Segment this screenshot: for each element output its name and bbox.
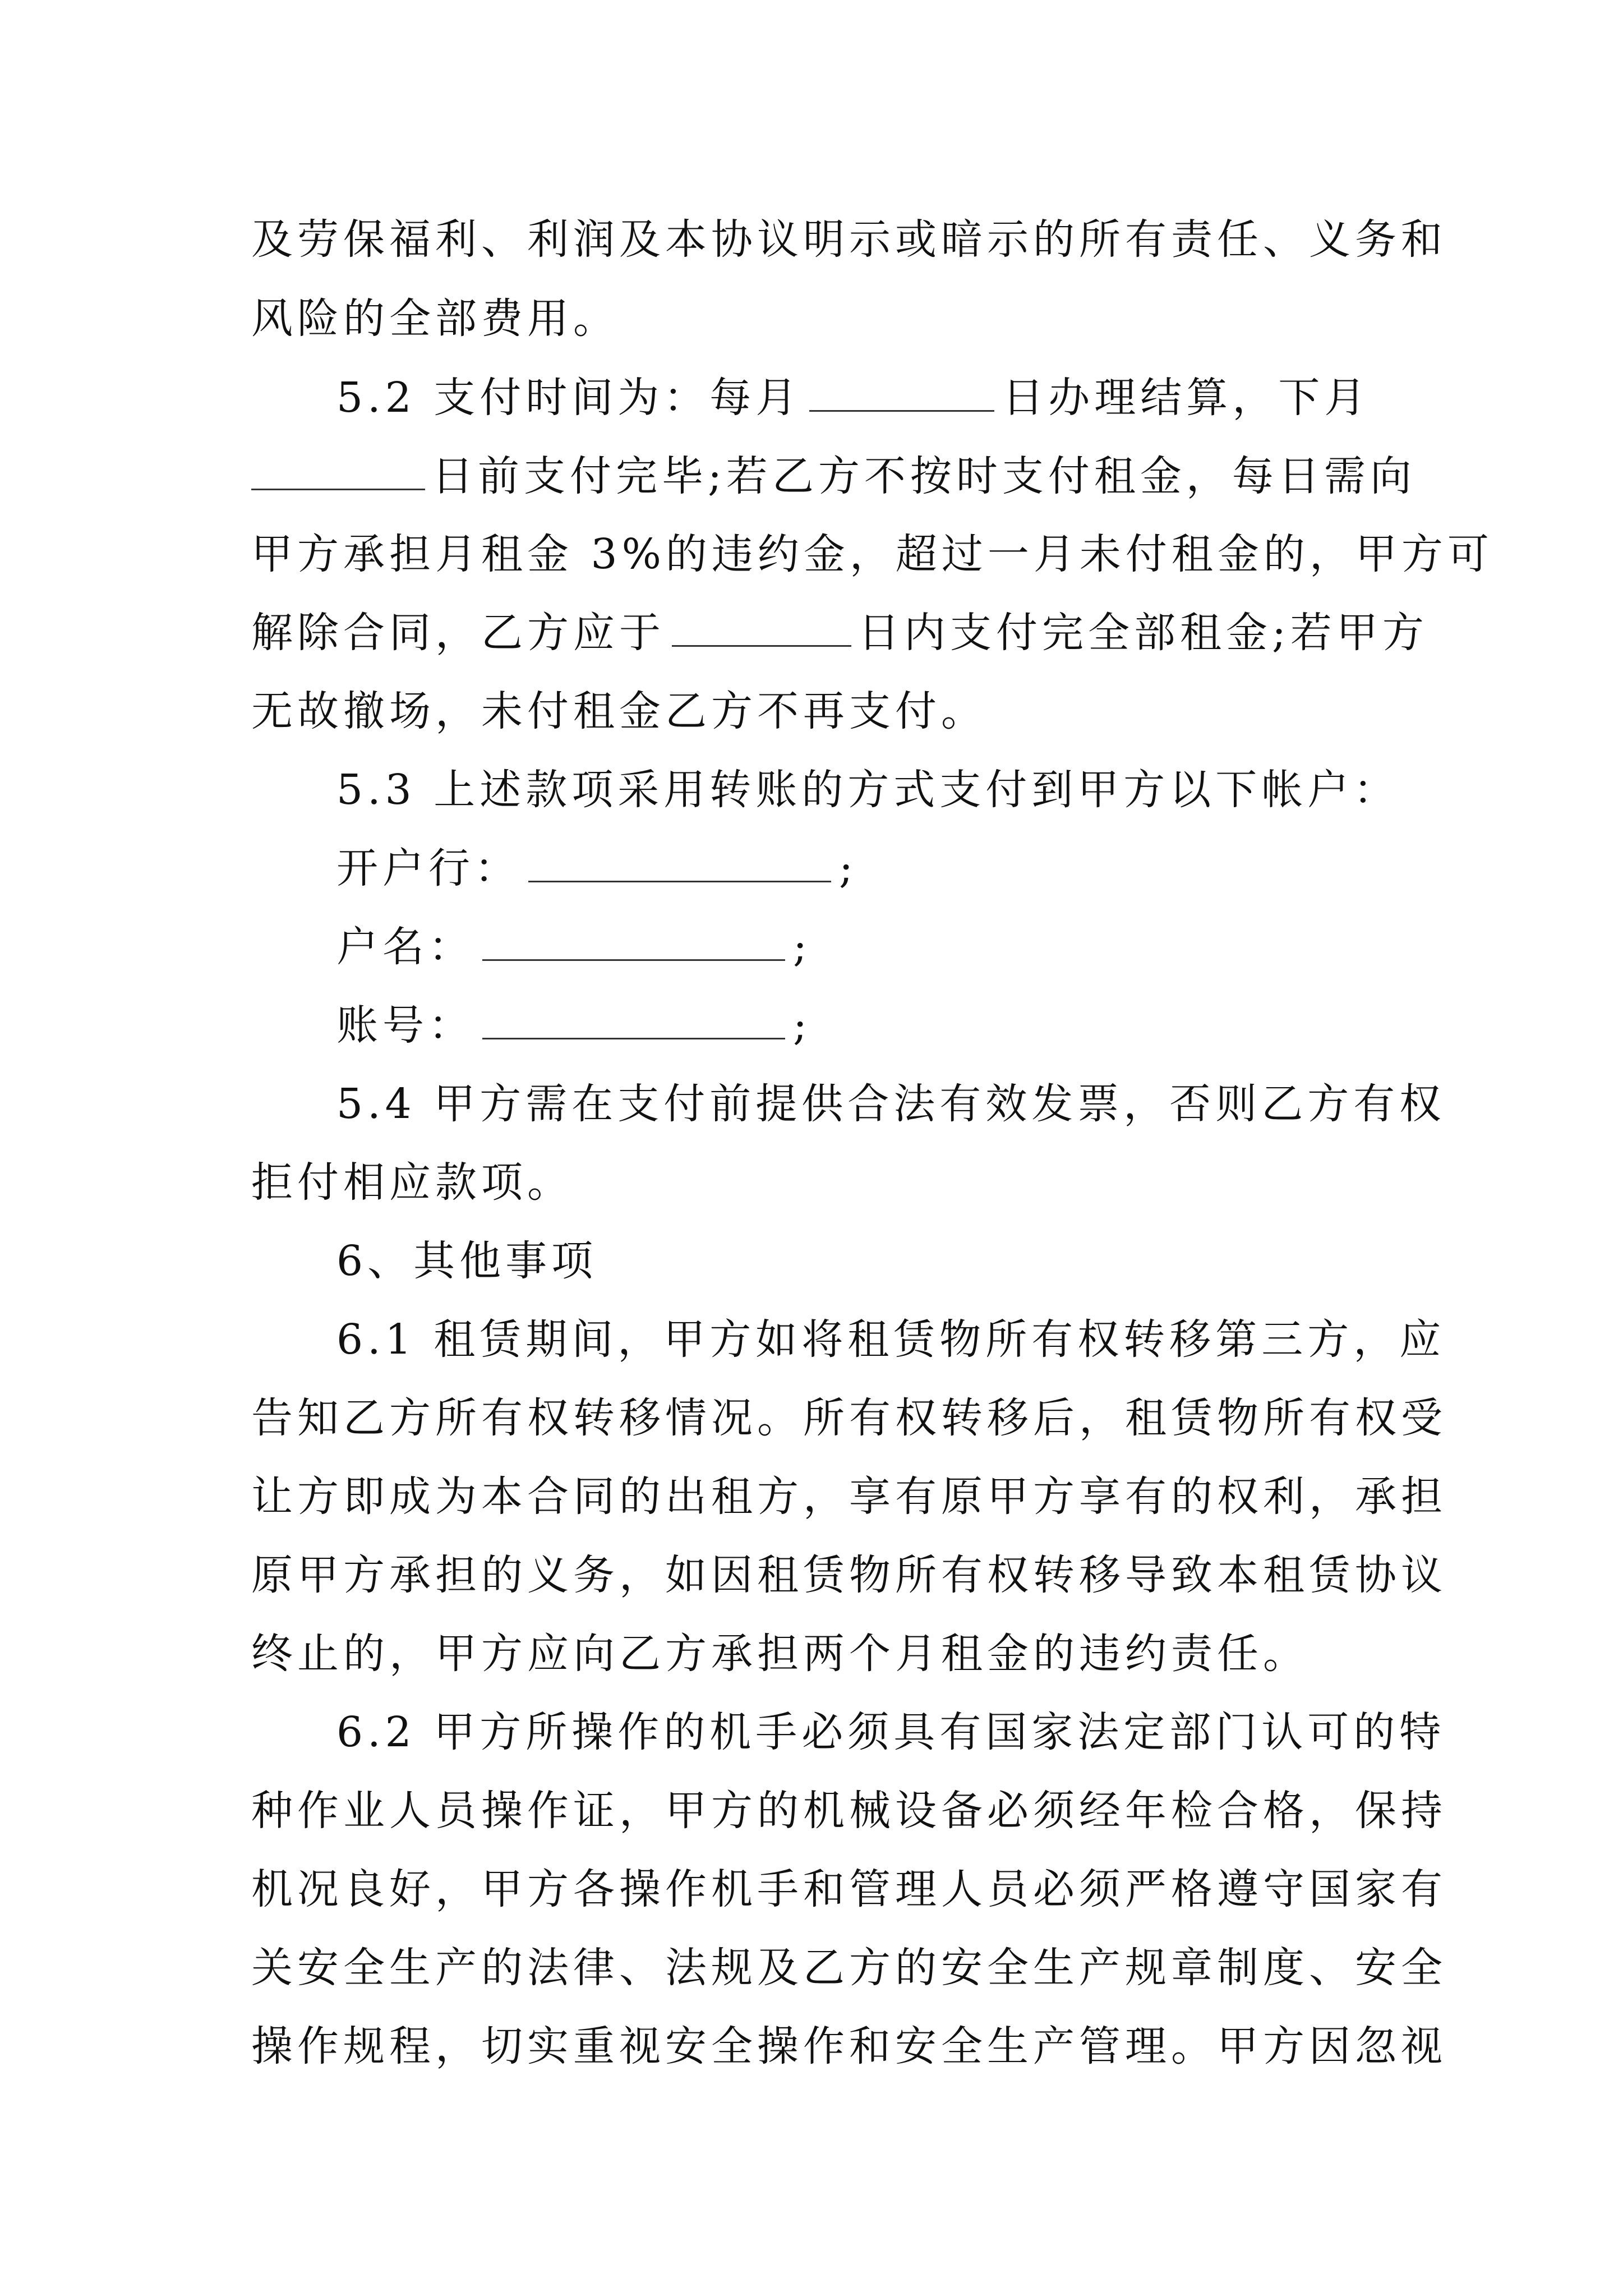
paragraph-6-1-line-1: 6.1 租赁期间，甲方如将租赁物所有权转移第三方，应 [336,1315,1446,1364]
paragraph-5-2-text-b: 日办理结算，下月 [1002,374,1371,422]
blank-account-name [482,920,785,961]
paragraph-6-1-line-2: 告知乙方所有权转移情况。所有权转移后，租赁物所有权受 [251,1394,1447,1442]
paragraph-5-2-line-3: 甲方承担月租金 3%的违约金，超过一月未付租金的，甲方可 [251,530,1493,578]
paragraph-5-4-line-2: 拒付相应款项。 [251,1158,573,1207]
bank-field [336,829,1390,909]
paragraph-6-2-line-3: 机况良好，甲方各操作机手和管理人员必须严格遵守国家有 [251,1865,1447,1913]
blank-settlement-day [809,371,994,412]
paragraph-5-1-line-2: 风险的全部费用。 [251,295,619,343]
paragraph-6-1-line-4: 原甲方承担的义务，如因租赁物所有权转移导致本租赁协议 [251,1551,1447,1599]
paragraph-5-2-text-a: 5.2 支付时间为：每月 [336,374,802,422]
account-number-label: 账号： [336,1001,474,1050]
paragraph-5-2-text-d: 解除合同，乙方应于 [251,609,665,657]
account-name-end: ; [793,923,811,971]
paragraph-5-3-line-1: 5.3 上述款项采用转账的方式支付到甲方以下帐户： [336,766,1400,814]
blank-account-number [482,999,785,1039]
paragraph-6-1-line-3: 让方即成为本合同的出租方，享有原甲方享有的权利，承担 [251,1473,1447,1521]
paragraph-6-2-line-1: 6.2 甲方所操作的机手必须具有国家法定部门认可的特 [336,1708,1446,1756]
paragraph-6-2-line-4: 关安全生产的法律、法规及乙方的安全生产规章制度、安全 [251,1944,1447,1992]
paragraph-6-2-line-2: 种作业人员操作证，甲方的机械设备必须经年检合格，保持 [251,1787,1447,1835]
account-number-end: ; [793,1001,811,1050]
bank-end: ; [839,844,857,892]
paragraph-5-2-line-1 [336,358,1390,438]
account-number-field [336,986,1390,1066]
paragraph-5-2-line-4 [251,593,1428,673]
blank-bank [528,841,831,882]
paragraph-5-2-line-5: 无故撤场，未付租金乙方不再支付。 [251,687,987,735]
paragraph-5-2-line-2 [251,436,1416,517]
blank-payment-day [251,449,425,490]
paragraph-5-2-text-e: 日内支付完全部租金;若甲方 [858,609,1428,657]
bank-label: 开户行： [336,844,520,892]
paragraph-5-1-line-1: 及劳保福利、利润及本协议明示或暗示的所有责任、义务和 [251,215,1447,264]
paragraph-6-2-line-5: 操作规程，切实重视安全操作和安全生产管理。甲方因忽视 [251,2022,1447,2070]
paragraph-5-4-line-1: 5.4 甲方需在支付前提供合法有效发票，否则乙方有权 [336,1080,1446,1128]
paragraph-6-1-line-5: 终止的，甲方应向乙方承担两个月租金的违约责任。 [251,1630,1309,1678]
section-6-title: 6、其他事项 [336,1237,598,1285]
blank-payoff-days [672,606,851,647]
paragraph-5-2-text-c: 日前支付完毕;若乙方不按时支付租金，每日需向 [432,452,1416,500]
account-name-field [336,907,1390,987]
account-name-label: 户名： [336,923,474,971]
